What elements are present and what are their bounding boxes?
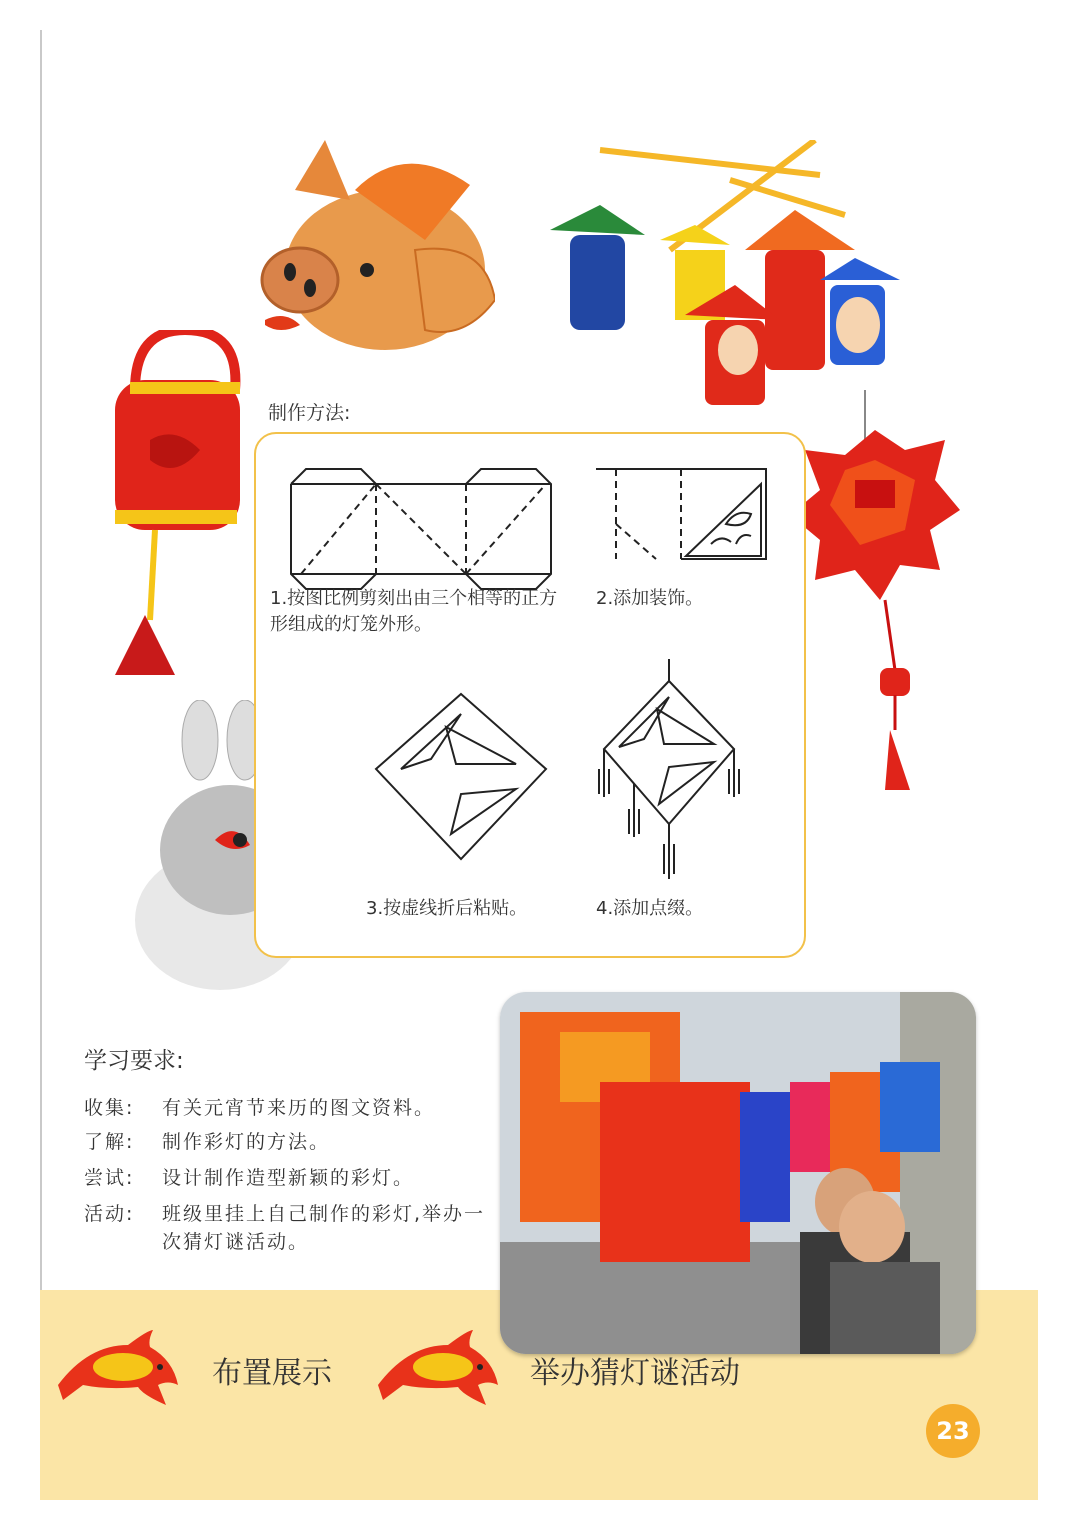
requirement-text: 有关元宵节来历的图文资料。 xyxy=(162,1097,436,1119)
step-3-text: 3.按虚线折后粘贴。 xyxy=(366,898,528,919)
red-envelope-ball-lantern-image xyxy=(785,390,965,800)
requirement-label: 了解: xyxy=(84,1131,135,1153)
requirement-label: 活动: xyxy=(84,1203,135,1225)
requirement-row xyxy=(84,1128,502,1156)
children-lantern-photo-image xyxy=(500,992,976,1354)
tasseled-lantern-diagram xyxy=(594,659,744,884)
requirement-row xyxy=(84,1164,502,1192)
children-lantern-photo xyxy=(500,992,976,1354)
requirements-title: 学习要求: xyxy=(84,1048,184,1074)
page-number-badge: 23 xyxy=(926,1404,980,1458)
lantern-net-diagram xyxy=(286,464,556,594)
hanging-doll-mobile-image xyxy=(545,140,905,410)
decoration-diagram xyxy=(591,464,776,564)
requirement-label: 尝试: xyxy=(84,1167,135,1189)
requirement-label: 收集: xyxy=(84,1097,135,1119)
requirement-text: 制作彩灯的方法。 xyxy=(162,1131,331,1153)
red-cylinder-lantern-image xyxy=(95,330,245,680)
step-1-text: 1.按图比例剪刻出由三个相等的正方形组成的灯笼外形。 xyxy=(270,588,558,635)
dolphin-right-icon xyxy=(368,1325,508,1410)
display-label: 布置展示 xyxy=(212,1356,332,1391)
step-2-text: 2.添加装饰。 xyxy=(596,588,704,609)
requirement-text: 班级里挂上自己制作的彩灯,举办一次猜灯谜活动。 xyxy=(162,1203,486,1253)
lantern-riddle-label: 举办猜灯谜活动 xyxy=(530,1356,740,1391)
requirement-row xyxy=(84,1094,502,1122)
howto-panel xyxy=(254,432,806,958)
pig-lantern-image xyxy=(255,130,495,360)
requirement-text: 设计制作造型新颖的彩灯。 xyxy=(162,1167,415,1189)
howto-title: 制作方法: xyxy=(268,402,351,424)
step-4-text: 4.添加点缀。 xyxy=(596,898,704,919)
folded-lantern-diagram xyxy=(371,689,551,869)
dolphin-left-icon xyxy=(48,1325,188,1410)
page-left-border xyxy=(40,30,42,1500)
requirement-row xyxy=(84,1200,492,1256)
